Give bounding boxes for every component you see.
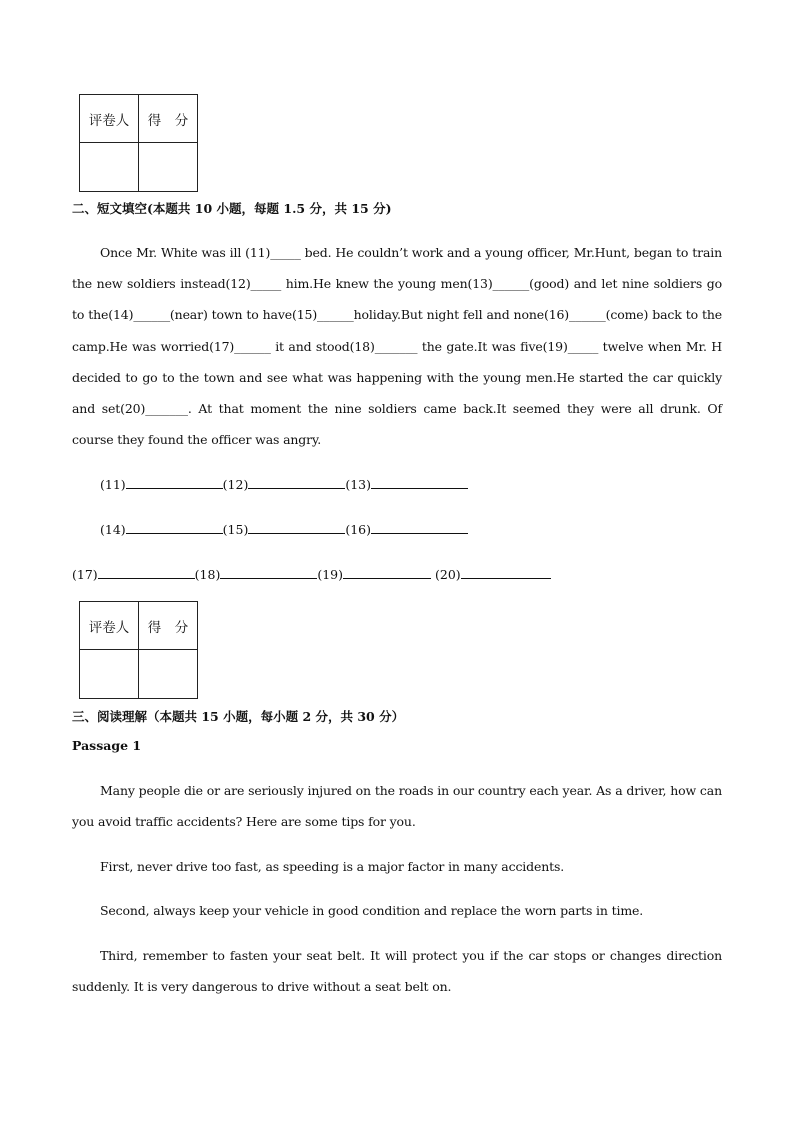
answer-label: (13) <box>345 477 372 492</box>
answer-label: (14) <box>100 522 126 537</box>
answer-label: (12) <box>222 477 249 492</box>
section-heading: 三、阅读理解（本题共 15 小题，每小题 2 分，共 30 分） <box>72 709 405 724</box>
answer-label: (11) <box>100 477 126 492</box>
score-label: 得 分 <box>139 95 198 143</box>
answer-label: (19) <box>317 567 344 582</box>
grader-label: 评卷人 <box>80 602 139 650</box>
grader-cell <box>80 143 139 192</box>
answer-blank[interactable] <box>461 565 551 579</box>
passage-title: Passage 1 <box>72 738 142 753</box>
score-table <box>79 601 198 699</box>
section-heading: 二、短文填空(本题共 10 小题，每题 1.5 分，共 15 分) <box>72 201 392 216</box>
answer-blank[interactable] <box>248 520 345 534</box>
answer-row <box>100 520 468 537</box>
passage-paragraph: Second, always keep your vehicle in good condition and replace the worn parts in time. <box>100 903 644 918</box>
answer-blank[interactable] <box>126 475 223 489</box>
answer-label: (16) <box>345 522 372 537</box>
answer-blank[interactable] <box>126 520 223 534</box>
answer-row <box>72 565 551 582</box>
answer-row <box>100 475 468 492</box>
score-label: 得 分 <box>139 602 198 650</box>
cloze-passage: Once Mr. White was ill (11)_____ bed. He couldn’t work and a young officer, Mr.Hunt, began to train the new soldiers instead(12)_____ him.He knew the young men(13)______(good) and let nine soldiers go to the(14)______(near) town to have(15)______holiday.But night fell and none(16)______(come) back to the camp.He was worried(17)______ it and stood(18)_______ the gate.It was five(19)_____ twelve when Mr. H decided to go to the town and see what was happening with the young men.He started the car quickly and set(20)_______. At that moment the nine soldiers came back.It seemed they were all drunk. Of course they found the officer was angry. <box>72 245 722 448</box>
answer-label: (17) <box>72 567 98 582</box>
score-table <box>79 94 198 192</box>
score-cell <box>139 143 198 192</box>
answer-label: (20) <box>435 567 461 582</box>
answer-blank[interactable] <box>220 565 317 579</box>
answer-blank[interactable] <box>343 565 431 579</box>
grader-label: 评卷人 <box>80 95 139 143</box>
answer-blank[interactable] <box>248 475 345 489</box>
passage-paragraph: Third, remember to fasten your seat belt. It will protect you if the car stops or changes direction suddenly. It is very dangerous to drive without a seat belt on. <box>72 948 722 995</box>
answer-blank[interactable] <box>371 520 468 534</box>
answer-label: (15) <box>222 522 249 537</box>
answer-label: (18) <box>194 567 221 582</box>
passage-paragraph: First, never drive too fast, as speeding is a major factor in many accidents. <box>100 859 565 874</box>
score-cell <box>139 650 198 699</box>
passage-paragraph: Many people die or are seriously injured on the roads in our country each year. As a driver, how can you avoid traffic accidents? Here are some tips for you. <box>72 783 722 830</box>
answer-blank[interactable] <box>371 475 468 489</box>
answer-blank[interactable] <box>98 565 195 579</box>
grader-cell <box>80 650 139 699</box>
